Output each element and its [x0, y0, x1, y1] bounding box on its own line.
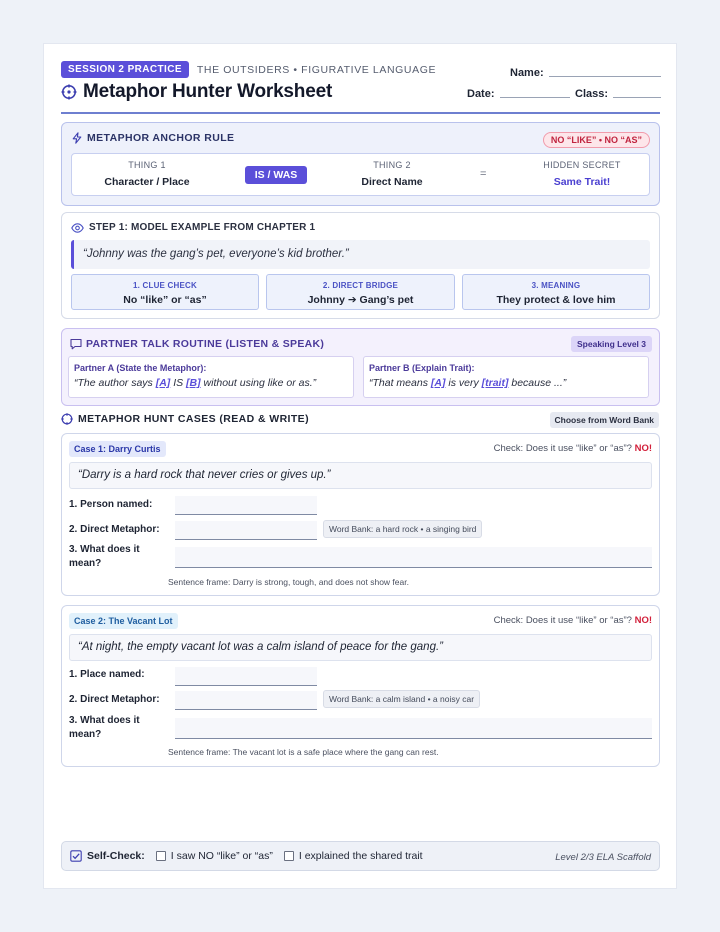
anchor-rule-card	[61, 122, 660, 206]
case-2-word-bank: Word Bank: a calm island • a noisy car	[323, 690, 480, 708]
case-2-sentence-frame: Sentence frame: The vacant lot is a safe place where the gang can rest.	[168, 747, 439, 757]
clue-check-box: 1. CLUE CHECK No “like” or “as”	[71, 274, 259, 310]
date-label: Date:	[467, 88, 495, 100]
word-bank-pill: Choose from Word Bank	[550, 412, 660, 428]
page-title: Metaphor Hunter Worksheet	[83, 81, 333, 102]
is-was-connector: IS / WAS	[245, 166, 307, 184]
case-1-check: Check: Does it use “like” or “as”? NO!	[493, 443, 652, 454]
case-1-sentence-frame: Sentence frame: Darry is strong, tough, and does not show fear.	[168, 577, 409, 587]
case-2-check: Check: Does it use “like” or “as”? NO!	[493, 615, 652, 626]
check-square-icon	[70, 850, 82, 862]
checkbox-shared-trait[interactable]	[284, 851, 294, 861]
title-row	[61, 81, 332, 103]
checkbox-no-like-as[interactable]	[156, 851, 166, 861]
case-1-meaning-answer[interactable]	[175, 567, 652, 568]
step1-card	[61, 212, 660, 319]
case-1-metaphor-answer[interactable]	[175, 539, 317, 540]
direct-bridge-box: 2. DIRECT BRIDGE Johnny ➔ Gang’s pet	[266, 274, 455, 310]
case-1-card	[61, 433, 660, 596]
case-1-word-bank: Word Bank: a hard rock • a singing bird	[323, 520, 482, 538]
thing1-cell: THING 1 Character / Place	[104, 160, 190, 188]
self-check-bar	[61, 841, 660, 871]
case-1-q3-label: 3. What does it mean?	[69, 544, 140, 569]
no-like-as-pill: NO “LIKE” • NO “AS”	[543, 132, 650, 148]
header-top	[61, 61, 436, 78]
partner-talk-card	[61, 328, 660, 406]
name-field[interactable]	[510, 67, 661, 79]
scaffold-level: Level 2/3 ELA Scaffold	[555, 852, 651, 863]
partner-a-frame: “The author says [A] IS [B] without using like or as.”	[74, 377, 317, 389]
case-1-q2-label: 2. Direct Metaphor:	[69, 524, 160, 535]
class-field[interactable]	[575, 88, 661, 100]
date-field[interactable]	[467, 88, 570, 100]
case-2-metaphor-answer[interactable]	[175, 709, 317, 710]
self-check-items	[70, 850, 423, 862]
case-1-tag: Case 1: Darry Curtis	[69, 441, 166, 457]
hunt-heading: METAPHOR HUNT CASES (READ & WRITE)	[61, 413, 309, 425]
self-check-label: Self-Check:	[87, 850, 145, 862]
class-label: Class:	[575, 88, 609, 100]
secret-cell: HIDDEN SECRET Same Trait!	[543, 160, 621, 188]
thing2-cell: THING 2 Direct Name	[361, 160, 423, 188]
case-2-place-answer[interactable]	[175, 685, 317, 686]
partner-b-frame: “That means [A] is very [trait] because ...”	[369, 377, 567, 389]
self-check-item-1: I saw NO “like” or “as”	[170, 850, 273, 862]
step1-heading: STEP 1: MODEL EXAMPLE FROM CHAPTER 1	[71, 222, 315, 233]
case-1-q1-label: 1. Person named:	[69, 499, 153, 510]
case-2-q1-label: 1. Place named:	[69, 669, 145, 680]
target-icon	[61, 84, 77, 100]
model-quote: “Johnny was the gang’s pet, everyone’s kid brother.”	[71, 240, 650, 269]
anchor-formula	[71, 153, 650, 196]
name-label: Name:	[510, 67, 544, 79]
target-icon	[61, 413, 73, 425]
header-subtitle: THE OUTSIDERS • FIGURATIVE LANGUAGE	[196, 63, 437, 76]
case-2-tag: Case 2: The Vacant Lot	[69, 613, 178, 629]
case-2-q2-label: 2. Direct Metaphor:	[69, 694, 160, 705]
case-2-q3-label: 3. What does it mean?	[69, 715, 140, 740]
partner-a-box: Partner A (State the Metaphor): “The author says [A] IS [B] without using like or as.”	[68, 356, 354, 398]
session-badge: SESSION 2 PRACTICE	[61, 61, 189, 78]
speech-bubble-icon	[70, 338, 82, 350]
case-2-quote: “At night, the empty vacant lot was a calm island of peace for the gang.”	[69, 634, 652, 661]
speaking-level-pill: Speaking Level 3	[571, 336, 652, 352]
case-1-person-answer[interactable]	[175, 514, 317, 515]
case-2-meaning-answer[interactable]	[175, 738, 652, 739]
header-divider	[61, 112, 660, 114]
partner-heading: PARTNER TALK ROUTINE (LISTEN & SPEAK)	[70, 338, 324, 350]
eye-icon	[71, 223, 84, 233]
case-2-card	[61, 605, 660, 767]
partner-b-box: Partner B (Explain Trait): “That means [A] is very [trait] because ...”	[363, 356, 649, 398]
meaning-box: 3. MEANING They protect & love him	[462, 274, 650, 310]
equals-sign: =	[480, 168, 487, 180]
lightning-icon	[71, 132, 83, 144]
anchor-heading: METAPHOR ANCHOR RULE	[71, 132, 234, 144]
case-1-quote: “Darry is a hard rock that never cries or gives up.”	[69, 462, 652, 489]
worksheet	[43, 43, 677, 889]
self-check-item-2: I explained the shared trait	[298, 850, 423, 862]
